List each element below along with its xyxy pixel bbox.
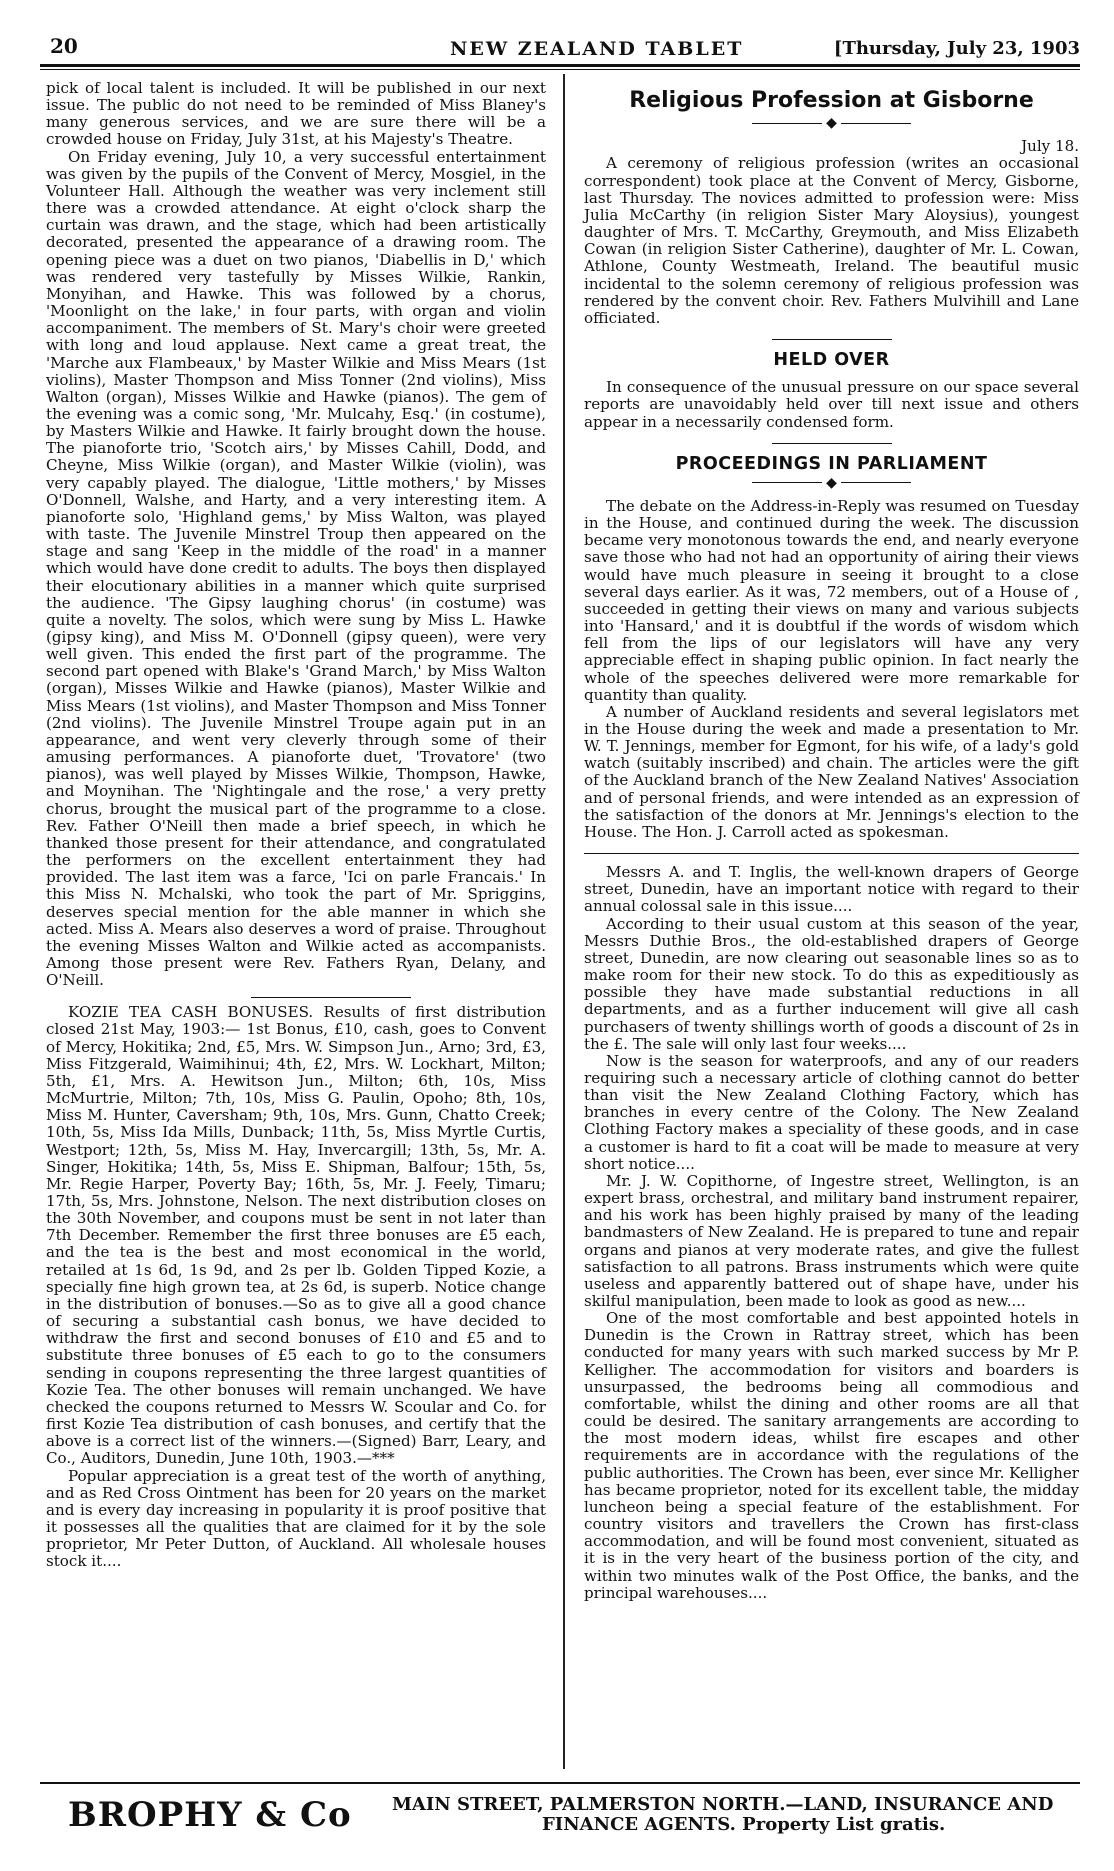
footer-rule <box>40 1782 1080 1784</box>
divider <box>584 853 1079 854</box>
notice-paragraph: Messrs A. and T. Inglis, the well-known drapers of George street, Dunedin, have an important notice with regard to their annual colossal sale in this issue.... <box>584 863 1079 916</box>
article-paragraph: pick of local talent is included. It will be published in our next issue. The public do not need to be reminded of Miss Blaney's many generous services, and we are sure there will be a crowded house on Friday, July 31st, at his Majesty's Theatre. <box>46 79 546 149</box>
divider <box>772 339 892 340</box>
page-number: 20 <box>50 34 78 58</box>
footer-ad-line: FINANCE AGENTS. Property List gratis. <box>542 1814 946 1835</box>
notice-paragraph: One of the most comfortable and best appointed hotels in Dunedin is the Crown in Rattray street, which has been conducted for many years with such marked success by Mr P. Kelligher. The accommodation for visitors and boarders is unsurpassed, the bedrooms being all commodious and comfortable, whilst the dining and other rooms are all that could be desired. The sanitary arrangements are according to the most modern ideas, whilst fire escapes and other requirements are in accordance with the regulations of the public authorities. The Crown has been, ever since Mr. Kelligher has became proprietor, noted for its excellent table, the midday luncheon being a special feature of the establishment. For country visitors and travellers the Crown has first-class accommodation, and will be found most convenient, situated as it is in the very heart of the business portion of the city, and within two minutes walk of the Post Office, the banks, and the principal warehouses.... <box>584 1309 1079 1602</box>
notice-paragraph: Mr. J. W. Copithorne, of Ingestre street, Wellington, is an expert brass, orchestral, and military band instrument repairer, and his work has been highly praised by many of the leading bandmasters of New Zealand. He is prepared to tune and repair organs and pianos at very moderate rates, and give the fullest satisfaction to all patrons. Brass instruments which were quite useless and apparently battered out of shape have, under his skilful manipulation, been made to look as good as new.... <box>584 1171 1079 1310</box>
footer-advertisement <box>392 1795 1112 1835</box>
footer-ad-line: MAIN STREET, PALMERSTON NORTH.—LAND, INSURANCE AND <box>392 1794 1054 1815</box>
header-rule <box>40 64 1080 67</box>
held-over-heading: HELD OVER <box>773 350 890 371</box>
article-paragraph: The debate on the Address-in-Reply was resumed on Tuesday in the House, and continued during the week. The discussion became very monotonous towards the end, and nearly everyone save those who had not had an opportunity of airing their views would have much pleasure in seeing it brought to a close several days earlier. As it was, 72 members, out of a House of , succeeded in getting their views on many and various subjects into 'Hansard,' and it is doubtful if the words of wisdom which fell from the lips of our legislators will have any very appreciable effect in shaping public opinion. In fact nearly the whole of the speeches delivered were more remarkable for quantity than quality. <box>584 496 1079 704</box>
article-paragraph: A number of Auckland residents and several legislators met in the House during the week and made a presentation to Mr. W. T. Jennings, member for Egmont, for his wife, of a lady's gold watch (suitably inscribed) and chain. The articles were the gift of the Auckland branch of the New Zealand Natives' Association and of personal friends, and were intended as an expression of the satisfaction of the donors at Mr. Jennings's election to the House. The Hon. J. Carroll acted as spokesman. <box>584 702 1079 841</box>
article-paragraph: A ceremony of religious profession (writes an occasional correspondent) took place at the Convent of Mercy, Gisborne, last Thursday. The novices admitted to profession were: Miss Julia McCarthy (in religion Sister Mary Aloysius), youngest daughter of Mrs. T. McCarthy, Greymouth, and Miss Elizabeth Cowan (in religion Sister Catherine), daughter of Mr. L. Cowan, Athlone, County Westmeath, Ireland. The beautiful music incidental to the solemn ceremony of religious profession was rendered by the convent choir. Rev. Fathers Mulvihill and Lane officiated. <box>584 154 1079 327</box>
kozie-notice: KOZIE TEA CASH BONUSES. Results of first distribution closed 21st May, 1903:— 1st Bonus, £10, cash, goes to Convent of Mercy, Hokitika; 2nd, £5, Mrs. W. Simpson Jun., Arno; 3rd, £3, Miss Fitzgerald, Waimihinui; 4th, £2, Mrs. W. Lockhart, Milton; 5th, £1, Mrs. A. Hewitson Jun., Milton; 6th, 10s, Miss McMurtrie, Milton; 7th, 10s, Miss G. Paulin, Opoho; 8th, 10s, Miss M. Hunter, Caversham; 9th, 10s, Mrs. Gunn, Chatto Creek; 10th, 5s, Miss Ida Mills, Dunback; 11th, 5s, Miss Myrtle Curtis, Westport; 12th, 5s, Miss M. Hay, Invercargill; 13th, 5s, Mr. A. Singer, Hokitika; 14th, 5s, Miss E. Shipman, Balfour; 15th, 5s, Mr. Regie Harper, Poverty Bay; 16th, 5s, Mr. J. Feely, Timaru; 17th, 5s, Mrs. Johnstone, Nelson. The next distribution closes on the 30th November, and coupons must be sent in not later than 7th December. Remember the first three bonuses are £5 each, and the tea is the best and most economical in the world, retailed at 1s 6d, 1s 9d, and 2s per lb. Golden Tipped Kozie, a specially fine high grown tea, at 2s 6d, is superb. Notice change in the distribution of bonuses.—So as to give all a good chance of securing a substantial cash bonus, we have decided to withdraw the first and second bonuses of £10 and £5 and to substitute three bonuses of £5 each to go to the consumers sending in coupons representing the three largest quantities of Kozie Tea. The other bonuses will remain unchanged. We have checked the coupons returned to Messrs W. Scoular and Co. for first Kozie Tea distribution of cash bonuses, and certify that the above is a correct list of the winners.—(Signed) Barr, Leary, and Co., Auditors, Dunedin, June 10th, 1903.—*** <box>46 1003 546 1468</box>
ornament-divider: ◆ <box>584 115 1079 132</box>
issue-date: [Thursday, July 23, 1903 <box>833 38 1080 59</box>
ornament-divider: ◆ <box>584 475 1079 492</box>
dateline: July 18. <box>1021 137 1079 156</box>
footer-brand: BROPHY & Co <box>68 1795 352 1835</box>
parliament-heading: PROCEEDINGS IN PARLIAMENT <box>675 453 988 474</box>
left-column <box>46 80 546 1570</box>
article-paragraph: On Friday evening, July 10, a very successful entertainment was given by the pupils of the Convent of Mercy, Mosgiel, in the Volunteer Hall. Although the weather was very inclement still there was a crowded attendance. At eight o'clock sharp the curtain was drawn, and the stage, which had been artistically decorated, presented the appearance of a drawing room. The opening piece was a duet on two pianos, 'Diabellis in D,' which was rendered very tastefully by Misses Wilkie, Rankin, Monyihan, and Hawke. This was followed by a chorus, 'Moonlight on the lake,' in four parts, with organ and violin accompaniment. The members of St. Mary's choir were greeted with long and loud applause. Next came a great treat, the 'Marche aux Flambeaux,' by Master Wilkie and Miss Mears (1st violins), Master Thompson and Miss Tonner (2nd violins), Miss Walton (organ), Misses Wilkie and Hawke (pianos). The gem of the evening was a comic song, 'Mr. Mulcahy, Esq.' (in costume), by Masters Wilkie and Hawke. It fairly brought down the house. The pianoforte trio, 'Scotch airs,' by Misses Cahill, Dodd, and Cheyne, Miss Wilkie (organ), and Master Wilkie (violin), was very capably played. The dialogue, 'Little mothers,' by Misses O'Donnell, Walshe, and Harty, and a very interesting item. A pianoforte solo, 'Highland gems,' by Miss Walton, was played with taste. The Juvenile Minstrel Troup then appeared on the stage and sang 'Keep in the middle of the road' in a manner which would have done credit to adults. The boys then displayed their elocutionary abilities in a manner which quite surprised the audience. 'The Gipsy laughing chorus' (in costume) was quite a novelty. The solos, which were sung by Miss L. Hawke (gipsy king), and Miss M. O'Donnell (gipsy queen), were very well given. This ended the first part of the programme. The second part opened with Blake's 'Grand March,' by Miss Walton (organ), Misses Wilkie and Hawke (pianos), Master Wilkie and Miss Mears (1st violins), and Master Thompson and Miss Tonner (2nd violins). The Juvenile Minstrel Troupe again put in an appearance, and went very cleverly through some of their amusing performances. A pianoforte duet, 'Trovatore' (two pianos), was well played by Misses Wilkie, Thompson, Hawke, and Moynihan. The 'Nightingale and the rose,' a very pretty chorus, brought the musical part of the programme to a close. Rev. Father O'Neill then made a brief speech, in which he thanked those present for their attendance, and congratulated the performers on the excellent entertainment they had provided. The last item was a farce, 'Ici on parle Francais.' In this Miss N. Mchalski, who took the part of Mr. Spriggins, deserves special mention for the able manner in which she acted. Miss A. Mears also deserves a word of praise. Throughout the evening Misses Walton and Wilkie acted as accompanists. Among those present were Rev. Fathers Ryan, Delany, and O'Neill. <box>46 147 546 990</box>
divider <box>772 443 892 444</box>
page-header <box>40 34 1080 64</box>
masthead-title: NEW ZEALAND TABLET <box>450 38 744 60</box>
header-rule-thin <box>40 69 1080 70</box>
article-paragraph: In consequence of the unusual pressure on our space several reports are unavoidably held over till next issue and others appear in a necessarily condensed form. <box>584 378 1079 431</box>
notice-paragraph: Now is the season for waterproofs, and any of our readers requiring such a necessary article of clothing cannot do better than visit the New Zealand Clothing Factory, which has branches in every centre of the Colony. The New Zealand Clothing Factory makes a speciality of these goods, and in case a customer is hard to fit a coat will be made to measure at very short notice.... <box>584 1051 1079 1173</box>
notice-paragraph: According to their usual custom at this season of the year, Messrs Duthie Bros., the old-established drapers of George street, Dunedin, are now clearing out seasonable lines so as to make room for their new stock. To do this as expeditiously as possible they have made substantial reductions in all departments, and as a further inducement will give all cash purchasers of twenty shillings worth of goods a discount of 2s in the £. The sale will only last four weeks.... <box>584 914 1079 1053</box>
divider <box>251 997 411 998</box>
column-separator <box>563 74 565 1769</box>
right-column <box>584 80 1079 1602</box>
gisborne-heading: Religious Profession at Gisborne <box>629 88 1034 113</box>
article-paragraph: Popular appreciation is a great test of the worth of anything, and as Red Cross Ointment has been for 20 years on the market and is every day increasing in popularity it is proof positive that it possesses all the qualities that are claimed for it by the sole proprietor, Mr Peter Dutton, of Auckland. All wholesale houses stock it.... <box>46 1466 546 1571</box>
